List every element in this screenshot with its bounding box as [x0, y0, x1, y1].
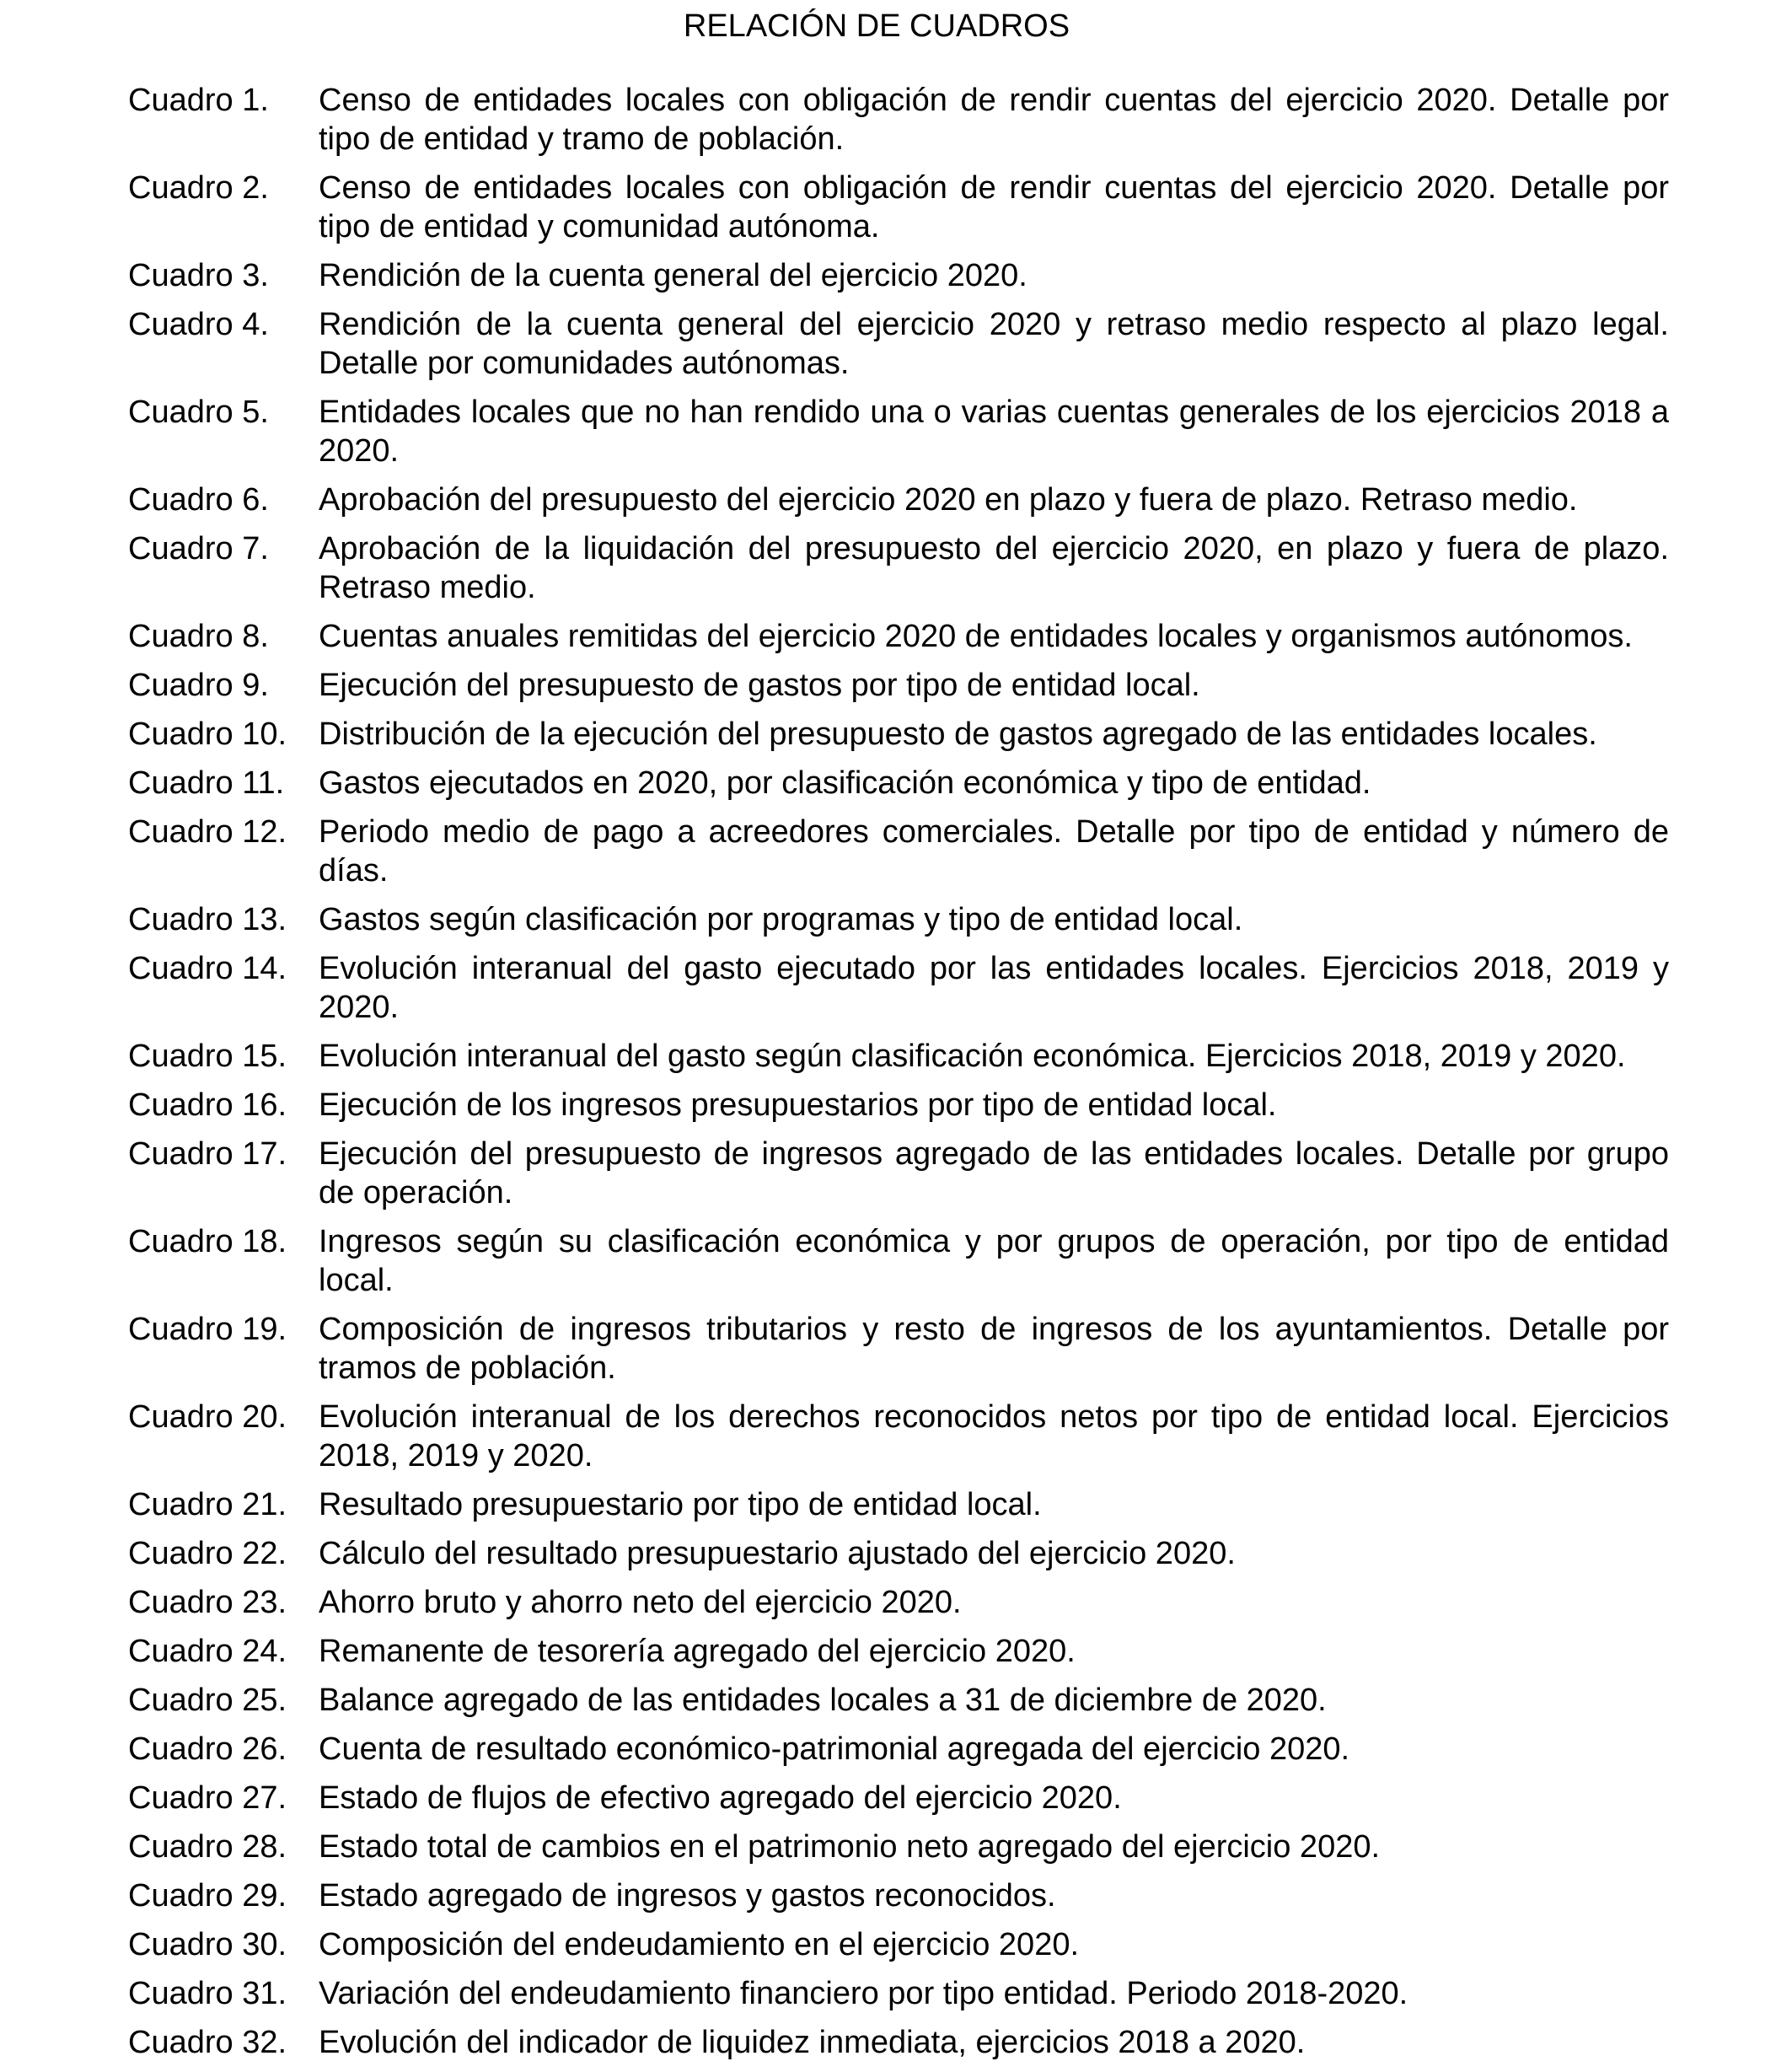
list-item — [128, 1310, 1669, 1388]
cuadro-description: Cuentas anuales remitidas del ejercicio 2020 de entidades locales y organismos autónomos. — [319, 619, 1633, 654]
list-item — [128, 1974, 1669, 2013]
cuadro-number: Cuadro 19. — [128, 1312, 287, 1347]
list-item — [128, 1135, 1669, 1212]
cuadro-description: Evolución interanual del gasto ejecutado por las entidades locales. Ejercicios 2018, 2019 y 2020. — [319, 951, 1669, 1025]
cuadro-description: Cuenta de resultado económico-patrimonial agregada del ejercicio 2020. — [319, 1731, 1350, 1767]
cuadro-number: Cuadro 24. — [128, 1634, 287, 1669]
list-item — [128, 1632, 1669, 1671]
cuadro-description: Estado total de cambios en el patrimonio neto agregado del ejercicio 2020. — [319, 1829, 1381, 1865]
cuadro-number: Cuadro 27. — [128, 1780, 287, 1816]
cuadro-number: Cuadro 25. — [128, 1683, 287, 1718]
cuadro-number: Cuadro 11. — [128, 765, 285, 801]
cuadro-description: Evolución interanual de los derechos reconocidos netos por tipo de entidad local. Ejercicios 2018, 2019 y 2020. — [319, 1399, 1669, 1473]
cuadro-number: Cuadro 23. — [128, 1585, 287, 1620]
cuadro-description: Composición de ingresos tributarios y resto de ingresos de los ayuntamientos. Detalle por tramos de población. — [319, 1312, 1669, 1386]
cuadro-number: Cuadro 10. — [128, 717, 287, 752]
cuadro-description: Evolución del indicador de liquidez inmediata, ejercicios 2018 a 2020. — [319, 2025, 1306, 2060]
list-item — [128, 81, 1669, 158]
cuadro-description: Estado agregado de ingresos y gastos reconocidos. — [319, 1878, 1056, 1914]
page-title: RELACIÓN DE CUADROS — [683, 8, 1070, 44]
cuadro-number: Cuadro 15. — [128, 1039, 287, 1074]
list-item — [128, 1398, 1669, 1475]
list-item — [128, 1583, 1669, 1622]
cuadro-description: Ingresos según su clasificación económica y por grupos de operación, por tipo de entidad local. — [319, 1224, 1669, 1298]
list-item — [128, 666, 1669, 705]
cuadro-description: Ejecución del presupuesto de ingresos agregado de las entidades locales. Detalle por grupo de operación. — [319, 1136, 1669, 1210]
list-item — [128, 1086, 1669, 1125]
cuadro-number: Cuadro 13. — [128, 902, 287, 937]
cuadro-number: Cuadro 16. — [128, 1087, 287, 1123]
list-item — [128, 169, 1669, 246]
list-item — [128, 1222, 1669, 1300]
list-item — [128, 1779, 1669, 1817]
cuadro-number: Cuadro 9. — [128, 668, 269, 703]
list-item — [128, 1681, 1669, 1720]
cuadro-description: Rendición de la cuenta general del ejercicio 2020 y retraso medio respecto al plazo legal. Detalle por comunidades autónomas. — [319, 307, 1669, 381]
list-item — [128, 1876, 1669, 1915]
list-item — [128, 1534, 1669, 1573]
cuadro-number: Cuadro 12. — [128, 814, 287, 850]
cuadro-description: Evolución interanual del gasto según clasificación económica. Ejercicios 2018, 2019 y 2020. — [319, 1039, 1626, 1074]
list-item — [128, 393, 1669, 470]
list-item — [128, 1730, 1669, 1769]
list-item — [128, 715, 1669, 754]
cuadro-description: Ejecución del presupuesto de gastos por tipo de entidad local. — [319, 668, 1200, 703]
cuadro-description: Gastos ejecutados en 2020, por clasificación económica y tipo de entidad. — [319, 765, 1371, 801]
cuadro-number: Cuadro 6. — [128, 482, 269, 518]
cuadro-number: Cuadro 8. — [128, 619, 269, 654]
cuadro-description: Cálculo del resultado presupuestario ajustado del ejercicio 2020. — [319, 1536, 1236, 1571]
cuadro-description: Remanente de tesorería agregado del ejercicio 2020. — [319, 1634, 1076, 1669]
list-item — [128, 949, 1669, 1027]
cuadro-number: Cuadro 1. — [128, 83, 269, 118]
cuadro-description: Ejecución de los ingresos presupuestarios por tipo de entidad local. — [319, 1087, 1277, 1123]
list-item — [128, 256, 1669, 295]
cuadro-number: Cuadro 18. — [128, 1224, 287, 1259]
list-item — [128, 529, 1669, 607]
cuadro-number: Cuadro 3. — [128, 258, 269, 293]
cuadro-description: Censo de entidades locales con obligación de rendir cuentas del ejercicio 2020. Detalle por tipo de entidad y tramo de población. — [319, 83, 1669, 157]
list-item — [128, 1828, 1669, 1866]
cuadro-number: Cuadro 28. — [128, 1829, 287, 1865]
cuadro-description: Periodo medio de pago a acreedores comerciales. Detalle por tipo de entidad y número de días. — [319, 814, 1669, 888]
list-item — [128, 305, 1669, 383]
cuadro-description: Aprobación del presupuesto del ejercicio 2020 en plazo y fuera de plazo. Retraso medio. — [319, 482, 1578, 518]
cuadro-number: Cuadro 26. — [128, 1731, 287, 1767]
cuadro-description: Entidades locales que no han rendido una o varias cuentas generales de los ejercicios 2018 a 2020. — [319, 395, 1669, 469]
cuadro-number: Cuadro 7. — [128, 531, 269, 566]
cuadro-number: Cuadro 32. — [128, 2025, 287, 2060]
list-item — [128, 1037, 1669, 1076]
cuadro-description: Variación del endeudamiento financiero por tipo entidad. Periodo 2018-2020. — [319, 1976, 1408, 2011]
cuadro-number: Cuadro 30. — [128, 1927, 287, 1962]
cuadro-description: Estado de flujos de efectivo agregado del ejercicio 2020. — [319, 1780, 1122, 1816]
list-item — [128, 1485, 1669, 1524]
list-item — [128, 480, 1669, 519]
cuadro-number: Cuadro 5. — [128, 395, 269, 430]
cuadro-number: Cuadro 17. — [128, 1136, 287, 1172]
list-item — [128, 1925, 1669, 1964]
list-item — [128, 813, 1669, 890]
cuadro-number: Cuadro 29. — [128, 1878, 287, 1914]
cuadros-list — [128, 81, 1669, 2072]
cuadro-number: Cuadro 22. — [128, 1536, 287, 1571]
cuadro-description: Gastos según clasificación por programas y tipo de entidad local. — [319, 902, 1243, 937]
list-item — [128, 764, 1669, 802]
cuadro-description: Balance agregado de las entidades locales a 31 de diciembre de 2020. — [319, 1683, 1327, 1718]
cuadro-number: Cuadro 14. — [128, 951, 287, 986]
cuadro-description: Distribución de la ejecución del presupuesto de gastos agregado de las entidades locales. — [319, 717, 1597, 752]
cuadro-description: Rendición de la cuenta general del ejercicio 2020. — [319, 258, 1027, 293]
cuadro-description: Ahorro bruto y ahorro neto del ejercicio 2020. — [319, 1585, 962, 1620]
cuadro-number: Cuadro 21. — [128, 1487, 287, 1522]
cuadro-number: Cuadro 2. — [128, 170, 269, 206]
cuadro-number: Cuadro 4. — [128, 307, 269, 342]
list-item — [128, 2023, 1669, 2062]
list-item — [128, 617, 1669, 656]
cuadro-number: Cuadro 20. — [128, 1399, 287, 1435]
cuadro-description: Composición del endeudamiento en el ejercicio 2020. — [319, 1927, 1080, 1962]
cuadro-number: Cuadro 31. — [128, 1976, 287, 2011]
cuadro-description: Censo de entidades locales con obligación de rendir cuentas del ejercicio 2020. Detalle por tipo de entidad y comunidad autónoma. — [319, 170, 1669, 244]
list-item — [128, 900, 1669, 939]
cuadro-description: Resultado presupuestario por tipo de entidad local. — [319, 1487, 1042, 1522]
cuadro-description: Aprobación de la liquidación del presupuesto del ejercicio 2020, en plazo y fuera de plazo. Retraso medio. — [319, 531, 1669, 605]
